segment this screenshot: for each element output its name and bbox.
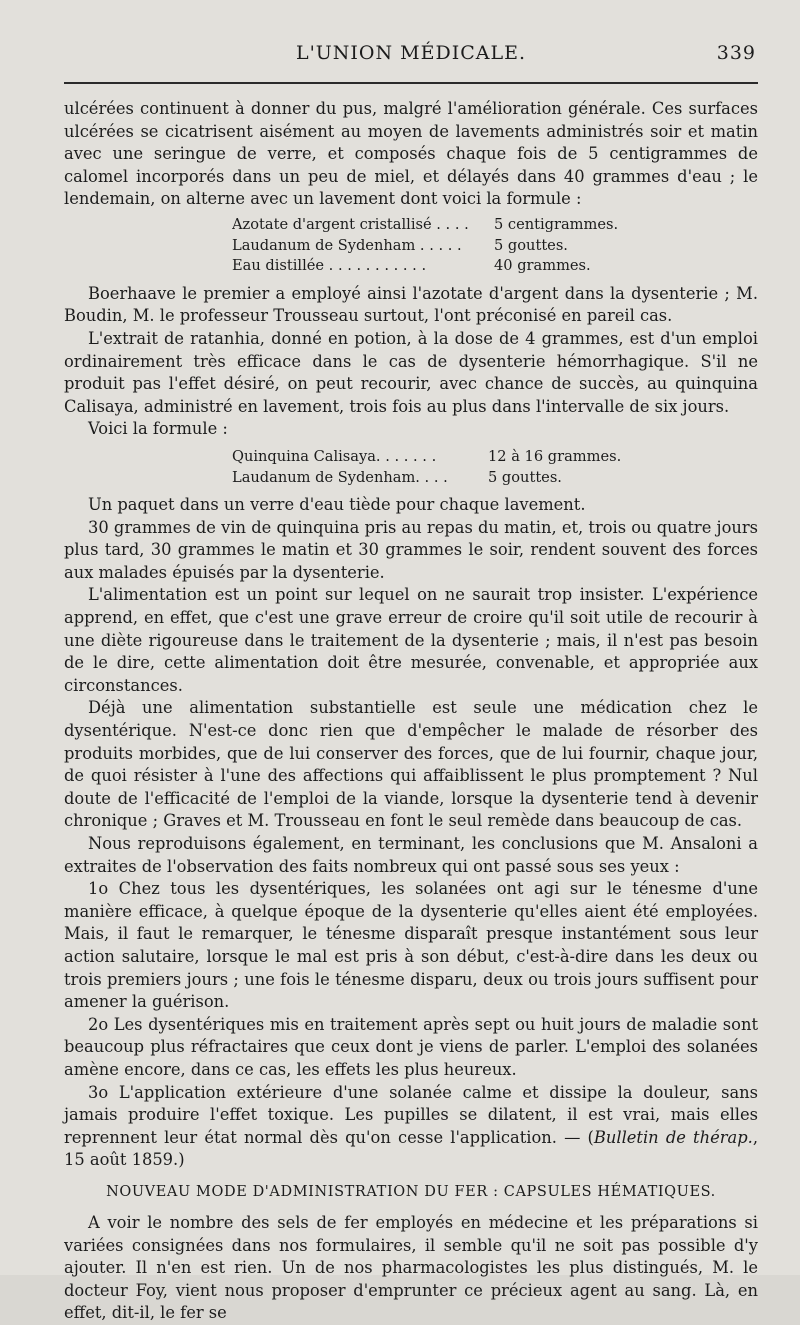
- formula-ingredient: Laudanum de Sydenham . . . . .: [232, 236, 462, 254]
- formula-quantity: 5 centigrammes.: [494, 215, 619, 233]
- paragraph: Déjà une alimentation substantielle est seule une médication chez le dysentérique. N'est-ce donc rien que d'empêcher le malade de résorber des produits morbides, que de lui conserver des forces, que de lui fournir, chaque jour, de quoi résister à l'une des affections qui affaiblissent le plus promptement ? Nul doute de l'efficacité de l'emploi de la viande, lorsque la dysenterie tend à devenir chronique ; Graves et M. Trousseau en font le seul remède dans beaucoup de cas.: [64, 698, 758, 831]
- paragraph: Voici la formule :: [88, 419, 228, 439]
- formula-ingredient: Azotate d'argent cristallisé . . . .: [232, 215, 469, 233]
- formula-row: [232, 256, 758, 277]
- paragraph: L'extrait de ratanhia, donné en potion, à la dose de 4 grammes, est d'un emploi ordinairement très efficace dans le cas de dysenterie hémorrhagique. S'il ne produit pas l'effet désiré, on peut recourir, avec chance de succès, au quinquina Calisaya, administré en lavement, trois fois au plus dans l'intervalle de six jours.: [64, 328, 758, 416]
- paragraph: 30 grammes de vin de quinquina pris au repas du matin, et, trois ou quatre jours plus tard, 30 grammes le matin et 30 grammes le soir, rendent souvent des forces aux malades épuisés par la dysenterie.: [64, 517, 758, 582]
- conclusion-text: 3o L'application extérieure d'une solanée calme et dissipe la douleur, sans jamais produire l'effet toxique. Les pupilles se dilatent, il est vrai, mais elles reprennent leur état normal dès qu'on cesse l'application. — (: [64, 1082, 758, 1147]
- formula-row: [232, 215, 758, 236]
- paragraph: Boerhaave le premier a employé ainsi l'azotate d'argent dans la dysenterie ; M. Boudin, M. le professeur Trousseau surtout, l'ont préconisé en pareil cas.: [64, 283, 758, 326]
- formula-row: [232, 468, 758, 489]
- page-number: 339: [716, 42, 756, 64]
- formula-quantity: 5 gouttes.: [488, 468, 562, 486]
- section-heading-text: NOUVEAU MODE D'ADMINISTRATION DU FER : CAPSULES HÉMATIQUES.: [106, 1183, 716, 1200]
- formula-quantity: 12 à 16 grammes.: [488, 447, 622, 465]
- running-header: [64, 42, 758, 72]
- paragraph: ulcérées continuent à donner du pus, malgré l'amélioration générale. Ces surfaces ulcérées se cicatrisent aisément au moyen de lavements administrés soir et matin avec une seringue de verre, et composés chaque fois de 5 centigrammes de calomel incorporés dans un peu de miel, et délayés dans 40 grammes d'eau ; le lendemain, on alterne avec un lavement dont voici la formule :: [64, 99, 758, 209]
- header-rule: [64, 82, 758, 84]
- formula-quantity: 40 grammes.: [494, 257, 591, 275]
- conclusion-item: 1o Chez tous les dysentériques, les solanées ont agi sur le ténesme d'une manière efficace, à quelque époque de la dysenterie qu'elles aient été employées. Mais, il faut le remarquer, le ténesme disparaît presque instantément sous leur action salutaire, lorsque le mal est pris à son début, c'est-à-dire dans les deux ou trois premiers jours ; une fois le ténesme disparu, deux ou trois jours suffisent pour amener la guérison.: [64, 879, 758, 1012]
- formula-ingredient: Laudanum de Sydenham. . . .: [232, 468, 448, 486]
- citation-title: Bulletin de thérap.: [593, 1127, 753, 1147]
- citation-tail: , 15 août 1859.): [64, 1127, 758, 1170]
- conclusion-item: [64, 1082, 758, 1172]
- section-heading: [64, 1184, 758, 1200]
- paragraph: L'alimentation est un point sur lequel on ne saurait trop insister. L'expérience apprend, en effet, que c'est une grave erreur de croire qu'il soit utile de recourir à une diète rigoureuse dans le traitement de la dysenterie ; mais, il n'est pas besoin de le dire, cette alimentation doit être mesurée, convenable, et appropriée aux circonstances.: [64, 585, 758, 695]
- formula-quinquina: [232, 447, 758, 488]
- formula-ingredient: Eau distillée . . . . . . . . . . .: [232, 257, 427, 275]
- formula-silver-nitrate: [232, 215, 758, 277]
- conclusion-item: 2o Les dysentériques mis en traitement après sept ou huit jours de maladie sont beaucoup plus réfractaires que ceux dont je viens de parler. L'emploi des solanées amène encore, dans ce cas, les effets les plus heureux.: [64, 1014, 758, 1079]
- paragraph: Un paquet dans un verre d'eau tiède pour chaque lavement.: [88, 495, 586, 515]
- formula-ingredient: Quinquina Calisaya. . . . . . .: [232, 447, 437, 465]
- formula-quantity: 5 gouttes.: [494, 236, 568, 254]
- journal-title: L'UNION MÉDICALE.: [295, 42, 527, 64]
- paragraph: A voir le nombre des sels de fer employés en médecine et les préparations si variées consignées dans nos formulaires, il semble qu'il ne soit pas possible d'y ajouter. Il n'en est rien. Un de nos pharmacologistes les plus distingués, M. le docteur Foy, vient nous proposer d'emprunter ce précieux agent au sang. Là, en effet, dit-il, le fer se: [64, 1212, 758, 1323]
- formula-row: [232, 447, 758, 468]
- paragraph: Nous reproduisons également, en terminant, les conclusions que M. Ansaloni a extraites de l'observation des faits nombreux qui ont passé sous ses yeux :: [64, 834, 758, 876]
- formula-row: [232, 236, 758, 257]
